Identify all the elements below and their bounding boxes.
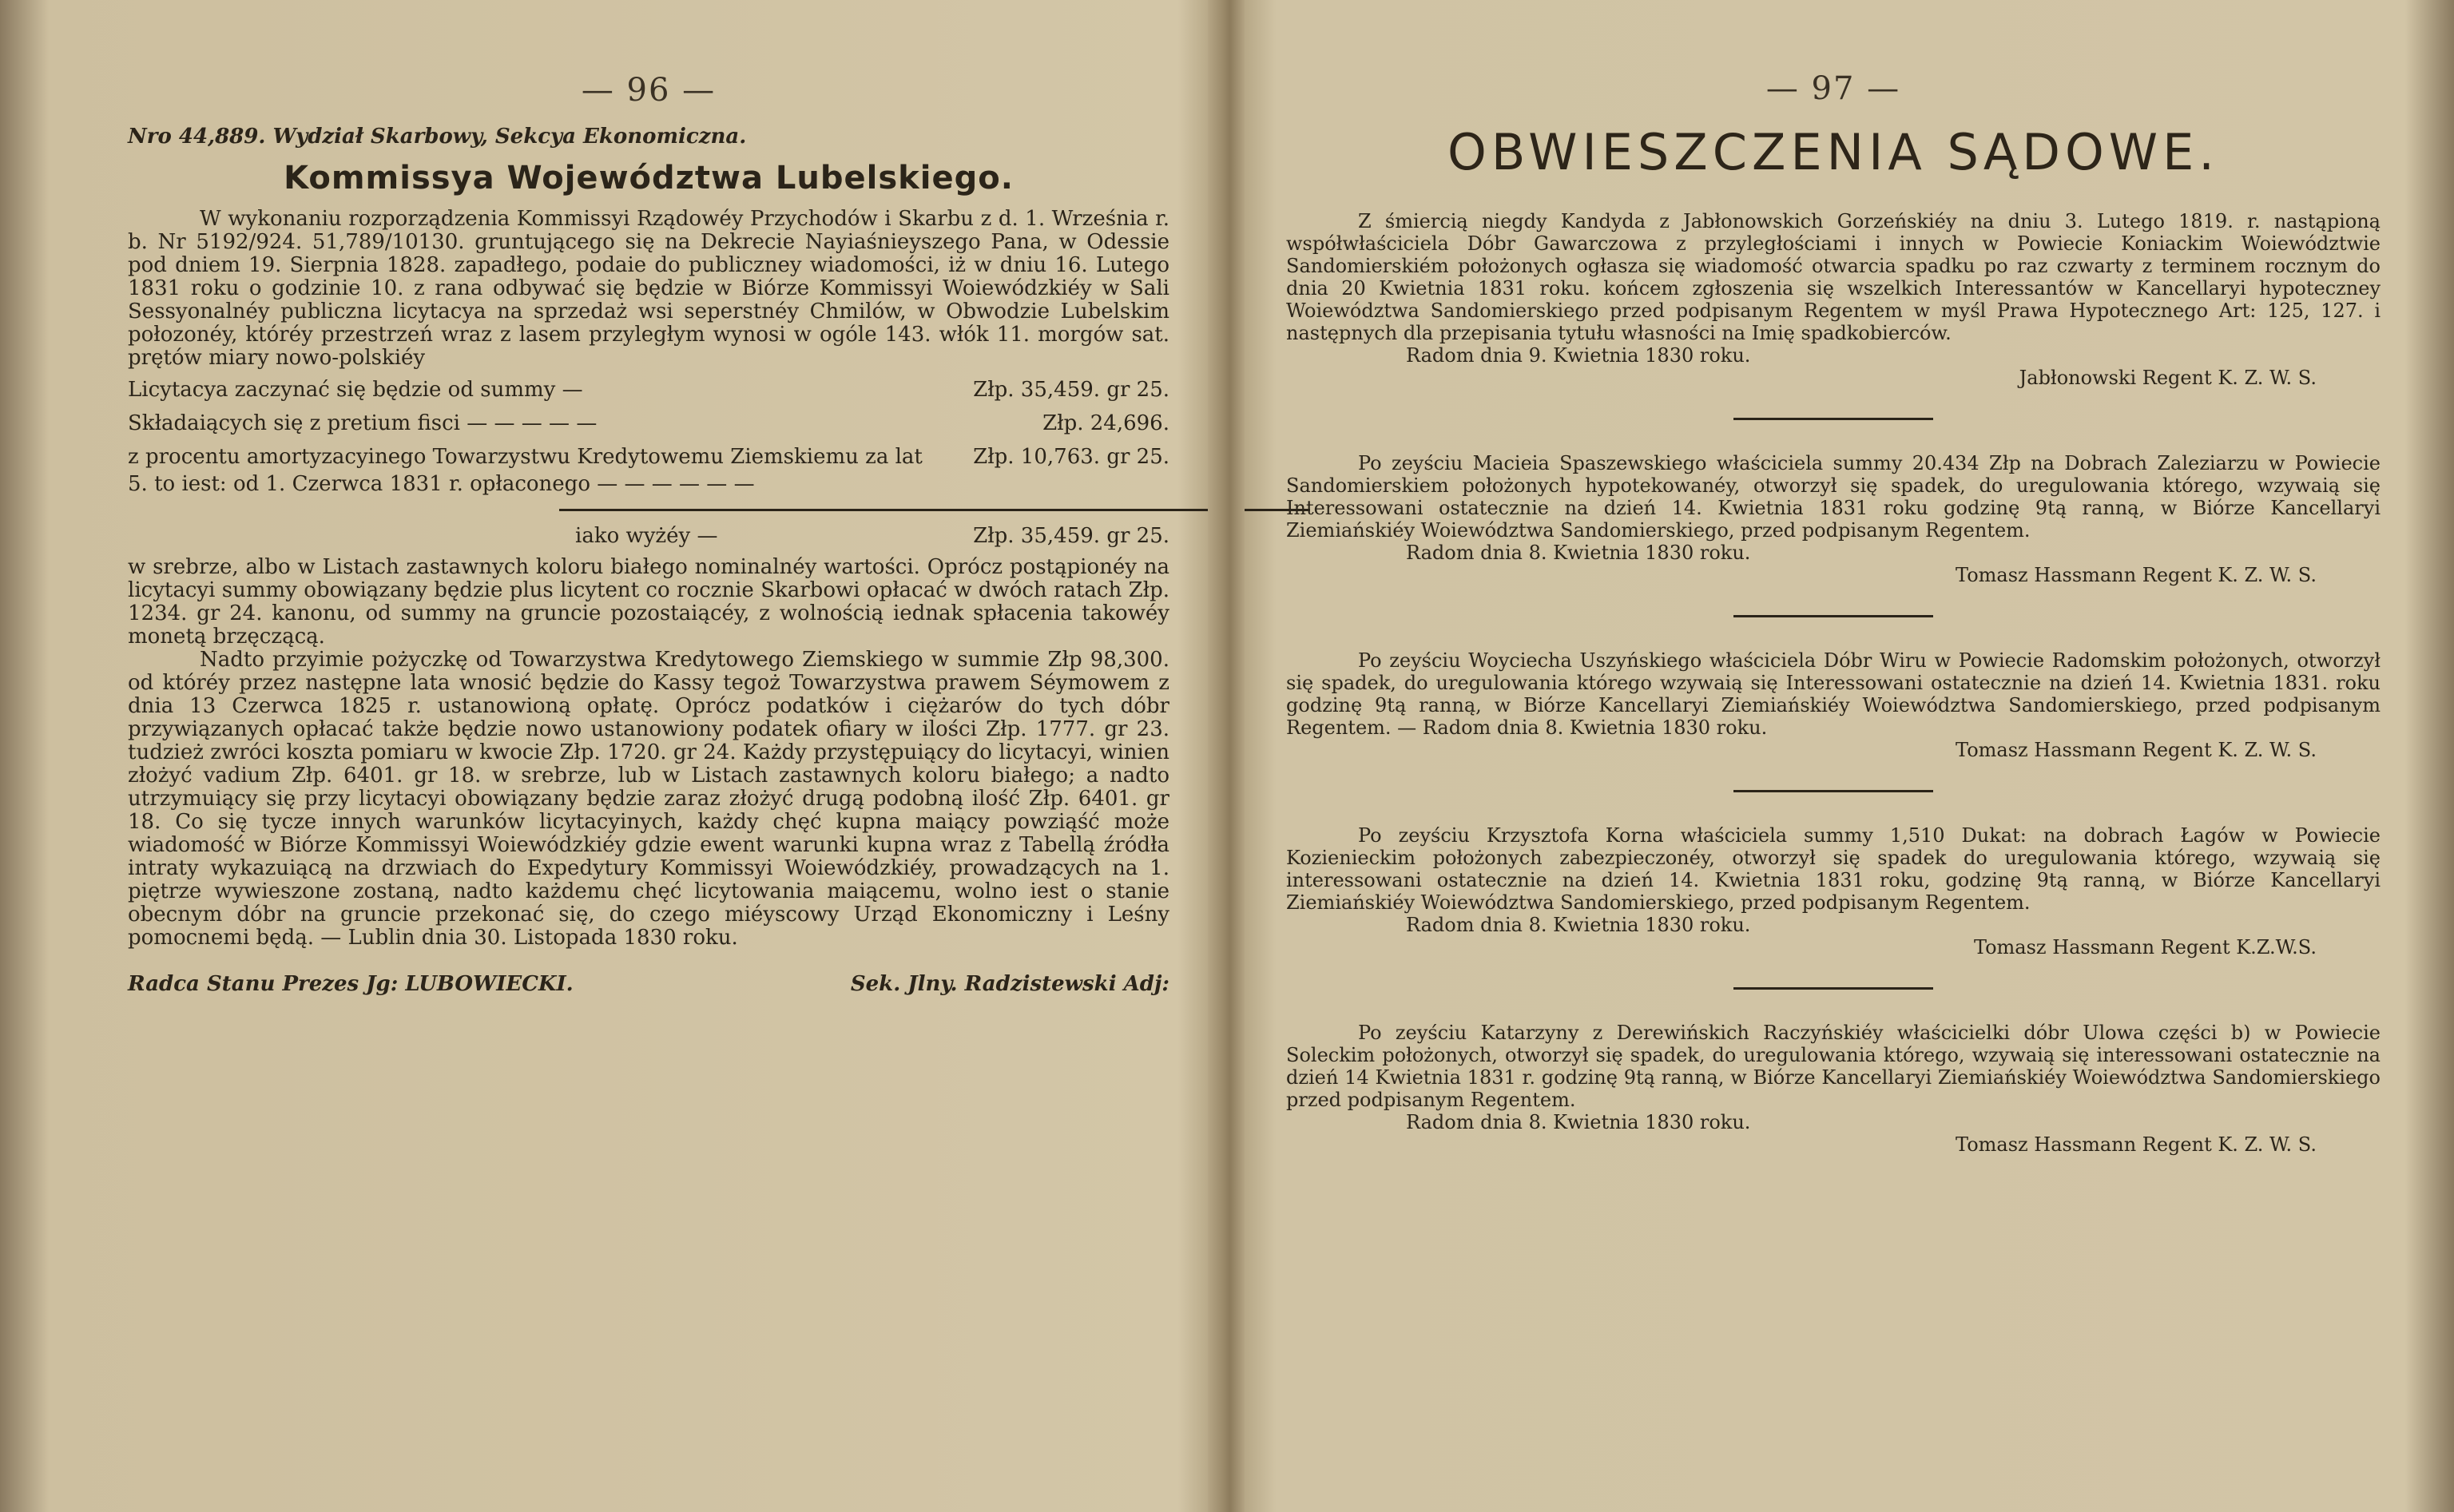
notice-3: [1286, 649, 2381, 761]
separator: [1733, 987, 1933, 990]
amount-value: Złp. 10,763. gr 25.: [973, 445, 1169, 469]
paragraph-3: Nadto przyimie pożyczkę od Towarzystwa Kredytowego Ziemskiego w summie Złp 98,300. od któréy przez następne lata wnosić będzie do Kassy tegoż Towarzystwa prawem Séymowem z dnia 13 Czerwca 1825 r. ustanowioną opłatę. Oprócz podatków i ciężarów do tych dóbr przywiązanych opłacać także będzie nowo ustanowiony podatek ofiary w ilości Złp. 1777. gr 23. tudzież zwróci koszta pomiaru w kwocie Złp. 1720. gr 24. Każdy przystępuiący do licytacyi, winien złożyć vadium Złp. 6401. gr 18. w srebrze, lub w Listach zastawnych koloru białego; a nadto utrzymuiący się przy licytacyi obowiązany będzie zaraz złożyć drugą podobną ilość Złp. 6401. gr 18. Co się tycze innych warunków licytacyinych, każdy chęć kupna maiący powziąść może wiadomość w Biórze Kommissyi Woiewódzkiéy gdzie ewent warunki kupna wraz z Tabellą źródła intraty wykazuiącą na drzwiach do Expedytury Kommissyi Woiewódzkiéy, prowadzących na 1. piętrze wywieszone zostaną, nadto każdemu chęć licytowania maiącemu, wolno iest o stanie obecnym dóbr na gruncie przekonać się, do czego miéyscowy Urząd Ekonomiczny i Leśny pomocnemi będą. — Lublin dnia 30. Listopada 1830 roku.: [128, 648, 1169, 950]
signature-right: Sek. Jlny. Radzistewski Adj:: [850, 972, 1169, 996]
page-number-right: — 97 —: [1765, 70, 1901, 107]
amount-label: iako wyżéy —: [575, 524, 718, 548]
notice-1: [1286, 210, 2381, 389]
amount-row-total: [128, 522, 1169, 550]
notice-signature: Jabłonowski Regent K. Z. W. S.: [2019, 367, 2317, 389]
paragraph-2: w srebrze, albo w Listach zastawnych koloru białego nominalnéy wartości. Oprócz postąpionéy na licytacyi summy obowiązany będzie plus licytent co rocznie Skarbowi opłacać w dwóch ratach Złp. 1234. gr 24. kanonu, od summy na gruncie pozostaiącéy, z wolnością iednak spłacenia takowéy monetą brzęczącą.: [128, 555, 1169, 649]
amount-row-2: [128, 410, 1169, 437]
notice-text: Po zeyściu Krzysztofa Korna właściciela summy 1,510 Dukat: na dobrach Łagów w Powiecie Kozienieckim położonych zabezpieczonéy, otworzył się spadek do uregulowania którego, wzywaią się interessowani ostatecznie na dzień 14. Kwietnia 1831 roku, godzinę 9tą ranną, w Biórze Kancellaryi Ziemiańskiéy Woiewództwa Sandomierskiego, przed podpisanym Regentem.: [1286, 824, 2381, 914]
notice-place-date: Radom dnia 8. Kwietnia 1830 roku.: [1406, 542, 1751, 564]
separator: [1733, 790, 1933, 792]
left-page: [32, 0, 1206, 1512]
notice-2: [1286, 452, 2381, 586]
amount-value: Złp. 35,459. gr 25.: [973, 378, 1169, 402]
notice-text: Po zeyściu Katarzyny z Derewińskich Raczyńskiéy właścicielki dóbr Ulowa części b) w Powiecie Soleckim położonych, otworzył się spadek, do uregulowania którego, wzywaią się interessowani ostatecznie na dzień 14 Kwietnia 1831 r. godzinę 9tą ranną, w Biórze Kancellaryi Ziemiańskiéy Woiewództwa Sandomierskiego przed podpisanym Regentem.: [1286, 1022, 2381, 1111]
signature-line: [128, 972, 1169, 996]
section-title: Kommissya Województwa Lubelskiego.: [284, 160, 1014, 196]
notice-4: [1286, 824, 2381, 958]
amount-label: Licytacya zaczynać się będzie od summy —: [128, 378, 583, 402]
notice-signature: Tomasz Hassmann Regent K.Z.W.S.: [1973, 936, 2317, 958]
sum-rule: [559, 509, 1310, 511]
notice-place-date: Radom dnia 9. Kwietnia 1830 roku.: [1406, 344, 1751, 367]
notice-text: Z śmiercią niegdy Kandyda z Jabłonowskich Gorzeńskiéy na dniu 3. Lutego 1819. r. nastąpioną współwłaściciela Dóbr Gawarczowa z przyległościami i innych w Powiecie Koniackim Woiewództwie Sandomierskiém położonych ogłasza się wiadomość otwarcia spadku po raz czwarty z terminem rocznym do dnia 20 Kwietnia 1831 roku. końcem zgłoszenia się wszelkich Interessantów w Kancellaryi hypoteczney Woiewództwa Sandomierskiego przed podpisanym Regentem w myśl Prawa Hypotecznego Art: 125, 127. i następnych dla przepisania tytułu własności na Imię spadkobierców.: [1286, 210, 2381, 344]
section-title: OBWIESZCZENIA SĄDOWE.: [1447, 123, 2219, 181]
amount-value: Złp. 24,696.: [1042, 411, 1169, 435]
notice-place-date: Radom dnia 8. Kwietnia 1830 roku.: [1406, 914, 1751, 936]
notice-text: Po zeyściu Macieia Spaszewskiego właściciela summy 20.434 Złp na Dobrach Zaleziarzu w Powiecie Sandomierskiem położonych hypotekowanéy, otworzył się spadek, do uregulowania którego, wzywaią się Interessowani ostatecznie na dzień 14. Kwietnia 1831 roku godzinę 9tą ranną, w Biórze Kancellaryi Ziemiańskiéy Woiewództwa Sandomierskiego, przed podpisanym Regentem.: [1286, 452, 2381, 542]
notice-signature: Tomasz Hassmann Regent K. Z. W. S.: [1956, 1133, 2317, 1156]
amount-value: Złp. 35,459. gr 25.: [973, 524, 1169, 548]
right-page: [1246, 0, 2428, 1512]
signature-left: Radca Stanu Prezes Jg: LUBOWIECKI.: [128, 972, 574, 996]
notice-place-date: Radom dnia 8. Kwietnia 1830 roku.: [1406, 1111, 1751, 1133]
page-number-left: — 96 —: [581, 72, 717, 109]
amount-row-1: [128, 376, 1169, 403]
document-header: Nro 44,889. Wydział Skarbowy, Sekcya Ekonomiczna.: [128, 125, 747, 149]
separator: [1733, 615, 1933, 617]
amount-label: Składaiących się z pretium fisci — — — — —: [128, 411, 598, 435]
notice-signature: Tomasz Hassmann Regent K. Z. W. S.: [1956, 564, 2317, 586]
notice-5: [1286, 1022, 2381, 1156]
paragraph-1: W wykonaniu rozporządzenia Kommissyi Rządowéy Przychodów i Skarbu z d. 1. Września r. b. Nr 5192/924. 51,789/10130. gruntującego się na Dekrecie Nayiaśnieyszego Pana, w Odessie pod dniem 19. Sierpnia 1828. zapadłego, podaie do publiczney wiadomości, iż w dniu 16. Lutego 1831 roku o godzinie 10. z rana odbywać się będzie w Biórze Kommissyi Woiewódzkiéy w Sali Sessyonalnéy publiczna licytacya na sprzedaż wsi seperstnéy Chmilów, w Obwodzie Lubelskim połozonéy, któréy przestrzeń wraz z lasem przyległym wynosi w ogóle 143. włók 11. morgów sat. prętów miary nowo-polskiéy: [128, 207, 1169, 370]
notice-signature: Tomasz Hassmann Regent K. Z. W. S.: [1956, 739, 2317, 761]
amount-label: z procentu amortyzacyinego Towarzystwu Kredytowemu Ziemskiemu za lat 5. to iest: od 1. Czerwca 1831 r. opłaconego — — — — — —: [128, 445, 923, 496]
amount-row-3: [128, 443, 1169, 498]
book-gutter: [1208, 0, 1245, 1512]
separator: [1733, 418, 1933, 420]
notice-text: Po zeyściu Woyciecha Uszyńskiego właściciela Dóbr Wiru w Powiecie Radomskim położonych, otworzył się spadek, do uregulowania którego wzywaią się Interessowani ostatecznie na dzień 14. Kwietnia 1831. roku godzinę 9tą ranną, w Biórze Kancellaryi Ziemiańskiéy Woiewództwa Sandomierskiego, przed podpisanym Regentem. — Radom dnia 8. Kwietnia 1830 roku.: [1286, 649, 2381, 739]
